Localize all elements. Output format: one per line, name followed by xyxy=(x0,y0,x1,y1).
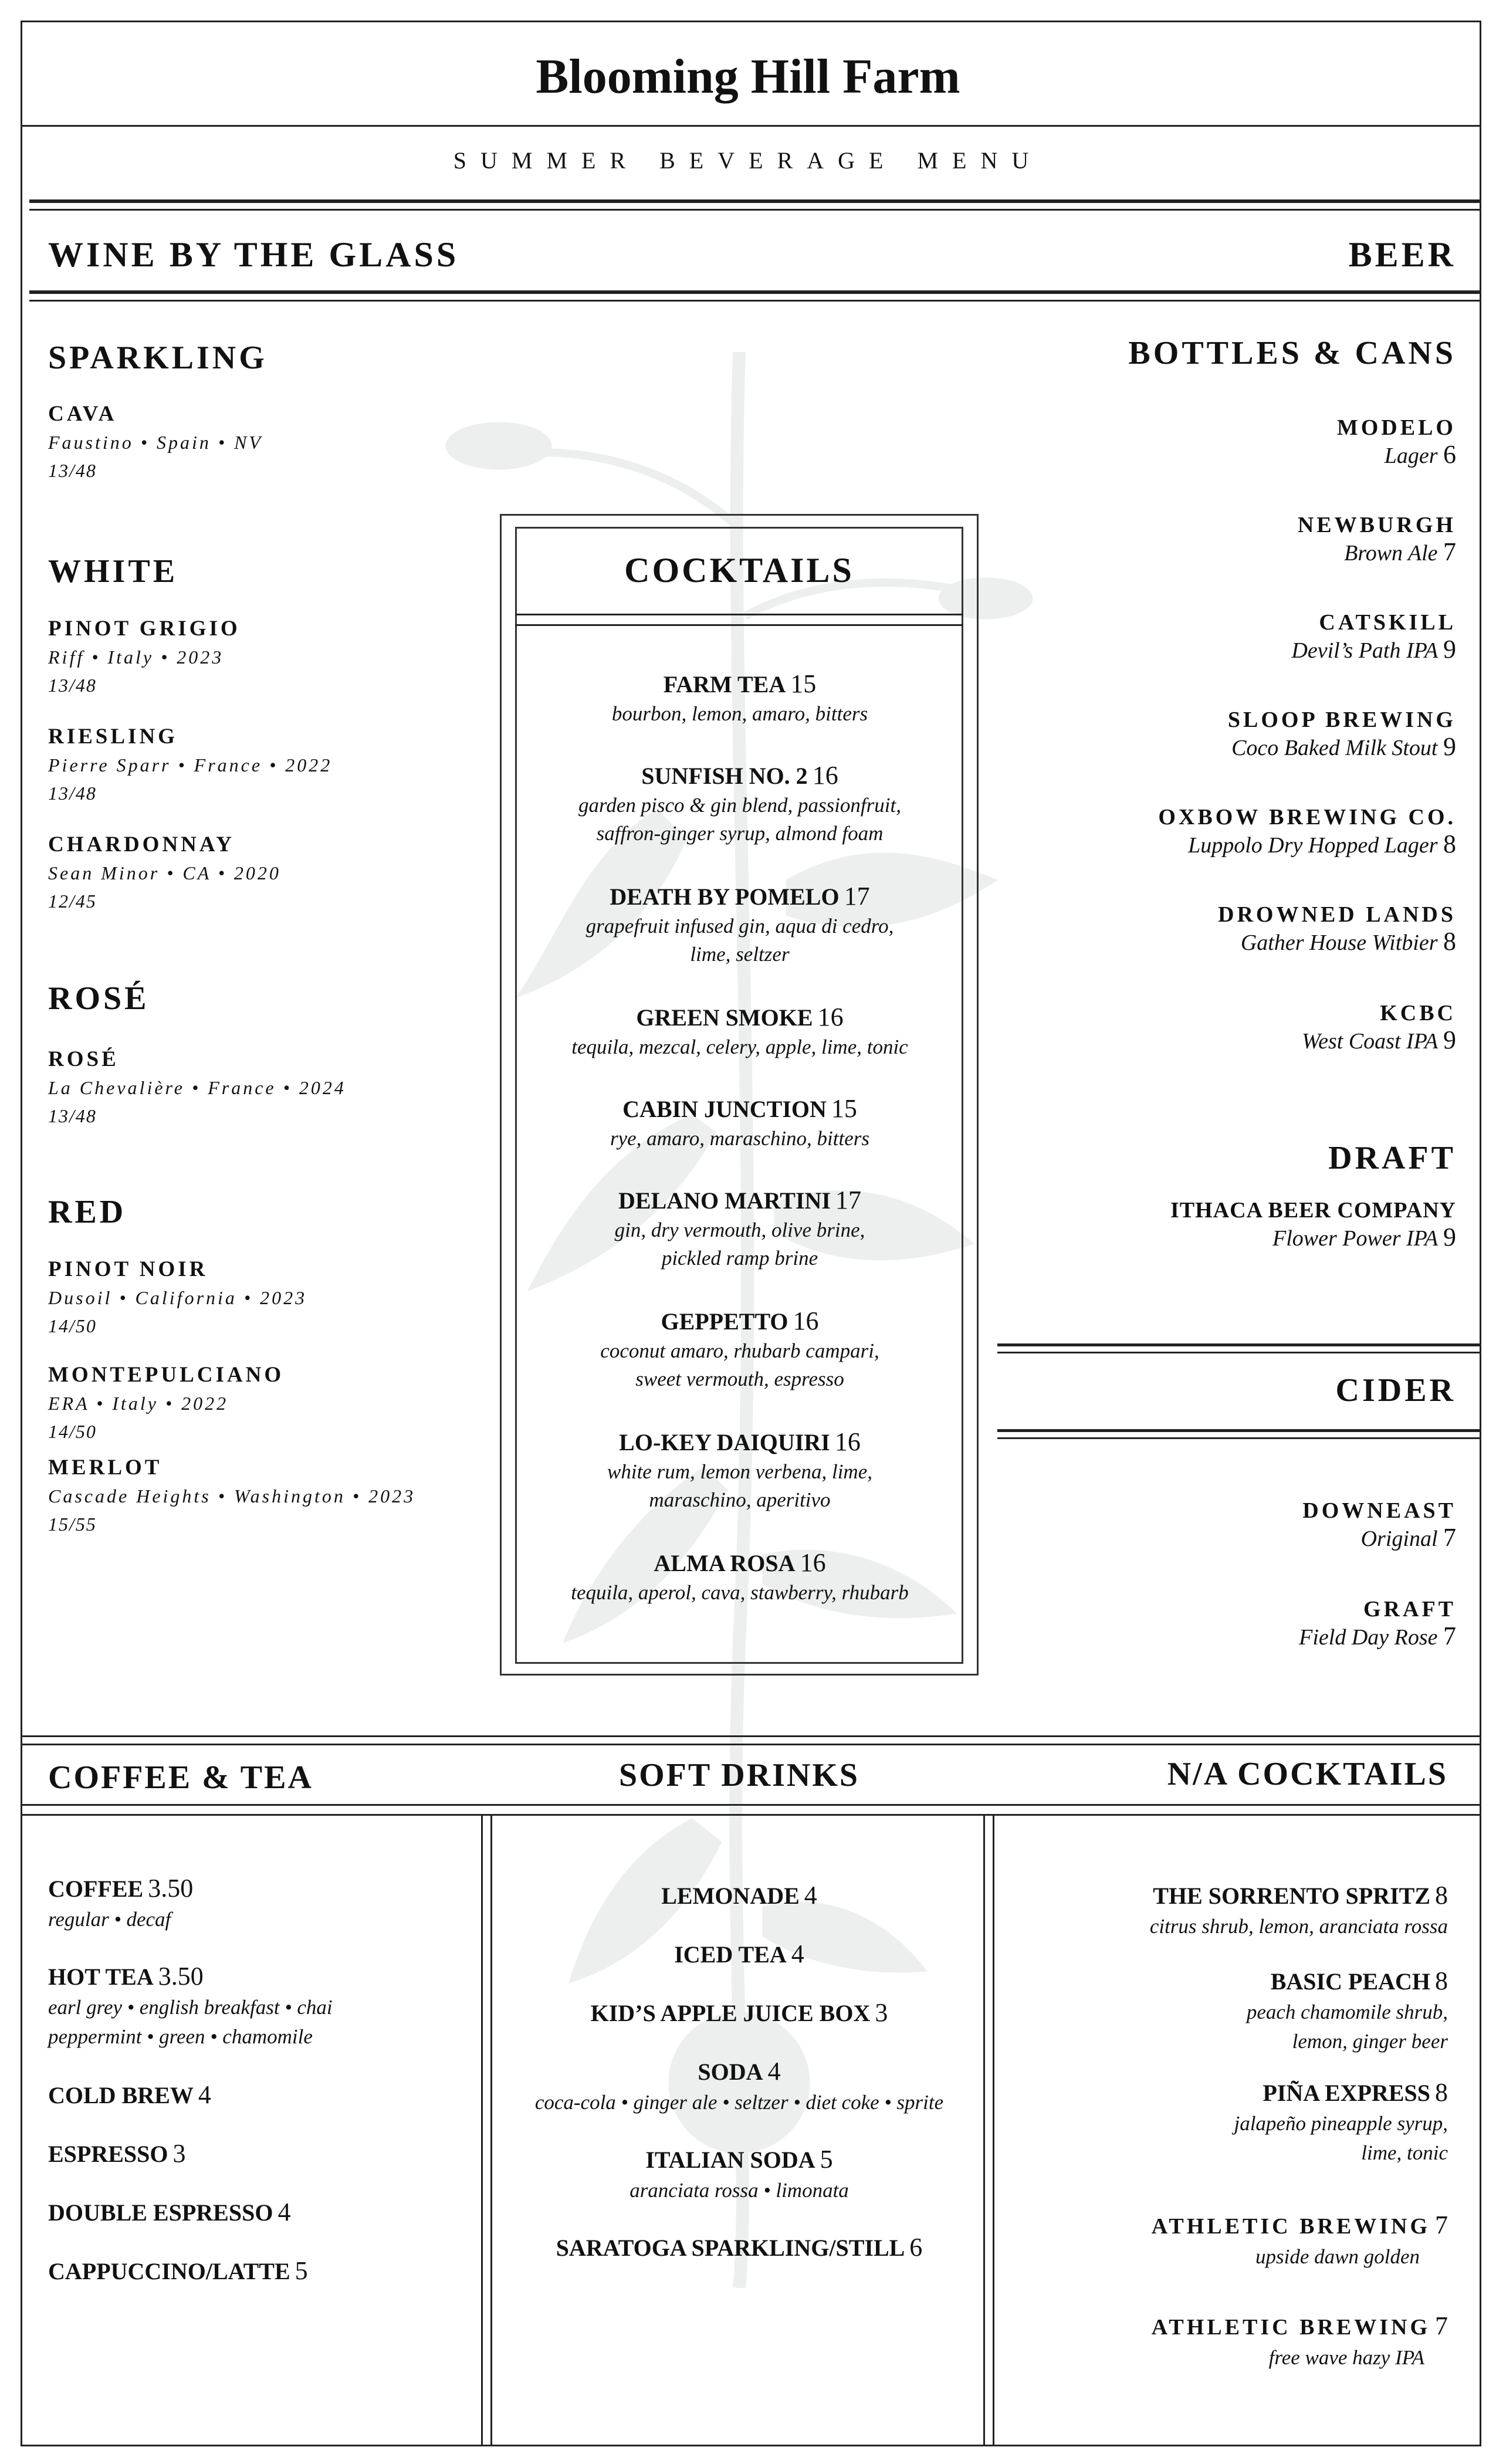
cocktail-item: ALMA ROSA 16 tequila, aperol, cava, stawberry, rhubarb xyxy=(571,1548,909,1604)
divider xyxy=(997,1343,1481,1346)
soft-drinks-heading: SOFT DRINKS xyxy=(618,1757,860,1793)
cocktail-item: GREEN SMOKE 16 tequila, mezcal, celery, apple, lime, tonic xyxy=(571,1003,908,1058)
soft-drink-item: ITALIAN SODA 5 aranciata rossa • limonata xyxy=(629,2145,849,2202)
cocktail-item: FARM TEA 15 bourbon, lemon, amaro, bitters xyxy=(611,669,868,725)
na-cocktail-item: PIÑA EXPRESS 8 jalapeño pineapple syrup, lime, tonic xyxy=(1234,2078,1448,2164)
na-cocktail-item: ATHLETIC BREWING 7 upside dawn golden xyxy=(1151,2211,1448,2268)
coffee-item: COLD BREW 4 xyxy=(48,2080,211,2109)
divider xyxy=(21,1735,1481,1737)
beer-item: CATSKILL Devil’s Path IPA 9 xyxy=(1291,610,1456,664)
na-cocktails-heading: N/A COCKTAILS xyxy=(1167,1756,1448,1792)
divider xyxy=(515,614,963,615)
beer-heading: BEER xyxy=(1348,235,1456,274)
divider xyxy=(21,125,1481,127)
divider xyxy=(997,1429,1481,1432)
divider xyxy=(515,624,963,626)
na-cocktail-item: ATHLETIC BREWING 7 free wave hazy IPA xyxy=(1151,2311,1448,2369)
coffee-item: HOT TEA 3.50 earl grey • english breakfast • chai peppermint • green • chamomile xyxy=(48,1962,333,2048)
sparkling-heading: SPARKLING xyxy=(48,340,268,376)
cocktail-item: GEPPETTO 16 coconut amaro, rhubarb campari, sweet vermouth, espresso xyxy=(600,1307,879,1390)
coffee-item: CAPPUCCINO/LATTE 5 xyxy=(48,2256,308,2285)
beer-item: MODELO Lager 6 xyxy=(1336,415,1456,469)
soft-drink-item: ICED TEA 4 xyxy=(674,1940,804,1968)
cider-item: GRAFT Field Day Rose 7 xyxy=(1299,1597,1456,1650)
divider xyxy=(29,290,1481,294)
coffee-item: COFFEE 3.50 regular • decaf xyxy=(48,1874,194,1931)
na-cocktail-item: THE SORRENTO SPRITZ 8 citrus shrub, lemon, aranciata rossa xyxy=(1149,1881,1448,1938)
rose-heading: ROSÉ xyxy=(48,980,150,1017)
divider xyxy=(21,1744,1481,1745)
divider xyxy=(21,1804,1481,1806)
wine-item: PINOT GRIGIO Riff • Italy • 2023 13/48 xyxy=(48,617,241,696)
soft-drink-item: SARATOGA SPARKLING/STILL 6 xyxy=(556,2233,923,2262)
cocktails-heading: COCKTAILS xyxy=(624,551,854,590)
divider xyxy=(29,199,1481,203)
wine-item: MONTEPULCIANO ERA • Italy • 2022 14/50 xyxy=(48,1363,285,1442)
wine-item: ROSÉ La Chevalière • France • 2024 13/48 xyxy=(48,1047,346,1126)
soft-drink-item: SODA 4 coca-cola • ginger ale • seltzer • diet coke • sprite xyxy=(534,2057,944,2114)
column-divider xyxy=(481,1814,483,2446)
wine-item: PINOT NOIR Dusoil • California • 2023 14/50 xyxy=(48,1257,307,1336)
red-heading: RED xyxy=(48,1194,127,1230)
divider xyxy=(29,300,1481,302)
page-subtitle: SUMMER BEVERAGE MENU xyxy=(453,147,1043,174)
wine-item: CAVA Faustino • Spain • NV 13/48 xyxy=(48,402,263,481)
beer-item: NEWBURGH Brown Ale 7 xyxy=(1297,513,1456,566)
coffee-item: DOUBLE ESPRESSO 4 xyxy=(48,2198,291,2226)
bottles-cans-heading: BOTTLES & CANS xyxy=(1128,335,1456,371)
column-divider xyxy=(490,1814,492,2446)
soft-drink-item: LEMONADE 4 xyxy=(661,1881,817,1910)
page-title: Blooming Hill Farm xyxy=(536,49,960,104)
cocktail-item: DELANO MARTINI 17 gin, dry vermouth, olive brine, pickled ramp brine xyxy=(614,1186,865,1270)
coffee-item: ESPRESSO 3 xyxy=(48,2139,186,2168)
cocktail-item: LO-KEY DAIQUIRI 16 white rum, lemon verbena, lime, maraschino, aperitivo xyxy=(607,1427,872,1511)
divider xyxy=(21,1814,1481,1816)
wine-item: RIESLING Pierre Sparr • France • 2022 13/48 xyxy=(48,725,333,804)
beer-item: DROWNED LANDS Gather House Witbier 8 xyxy=(1218,902,1456,956)
coffee-heading: COFFEE & TEA xyxy=(48,1759,313,1796)
cocktail-item: SUNFISH NO. 2 16 garden pisco & gin blend, passionfruit, saffron-ginger syrup, almond foam xyxy=(578,761,901,845)
draft-heading: DRAFT xyxy=(1328,1140,1456,1176)
beer-item: OXBOW BREWING CO. Luppolo Dry Hopped Lager 8 xyxy=(1158,805,1456,858)
white-heading: WHITE xyxy=(48,553,178,590)
wine-heading: WINE BY THE GLASS xyxy=(48,235,459,274)
wine-item: CHARDONNAY Sean Minor • CA • 2020 12/45 xyxy=(48,832,281,912)
na-cocktail-item: BASIC PEACH 8 peach chamomile shrub, lemon, ginger beer xyxy=(1246,1967,1448,2053)
divider xyxy=(29,209,1481,211)
divider xyxy=(997,1437,1481,1439)
cocktail-item: CABIN JUNCTION 15 rye, amaro, maraschino, bitters xyxy=(610,1094,869,1150)
soft-drink-item: KID’S APPLE JUICE BOX 3 xyxy=(590,1998,888,2027)
wine-item: MERLOT Cascade Heights • Washington • 2023 15/55 xyxy=(48,1456,416,1535)
cider-item: DOWNEAST Original 7 xyxy=(1302,1498,1456,1552)
divider xyxy=(997,1352,1481,1353)
cider-heading: CIDER xyxy=(1335,1372,1456,1409)
cocktail-item: DEATH BY POMELO 17 grapefruit infused gin, aqua di cedro, lime, seltzer xyxy=(585,882,894,966)
beer-item: ITHACA BEER COMPANY Flower Power IPA 9 xyxy=(1170,1198,1456,1251)
beer-item: SLOOP BREWING Coco Baked Milk Stout 9 xyxy=(1227,708,1456,761)
column-divider xyxy=(993,1814,994,2446)
beer-item: KCBC West Coast IPA 9 xyxy=(1301,1001,1456,1054)
